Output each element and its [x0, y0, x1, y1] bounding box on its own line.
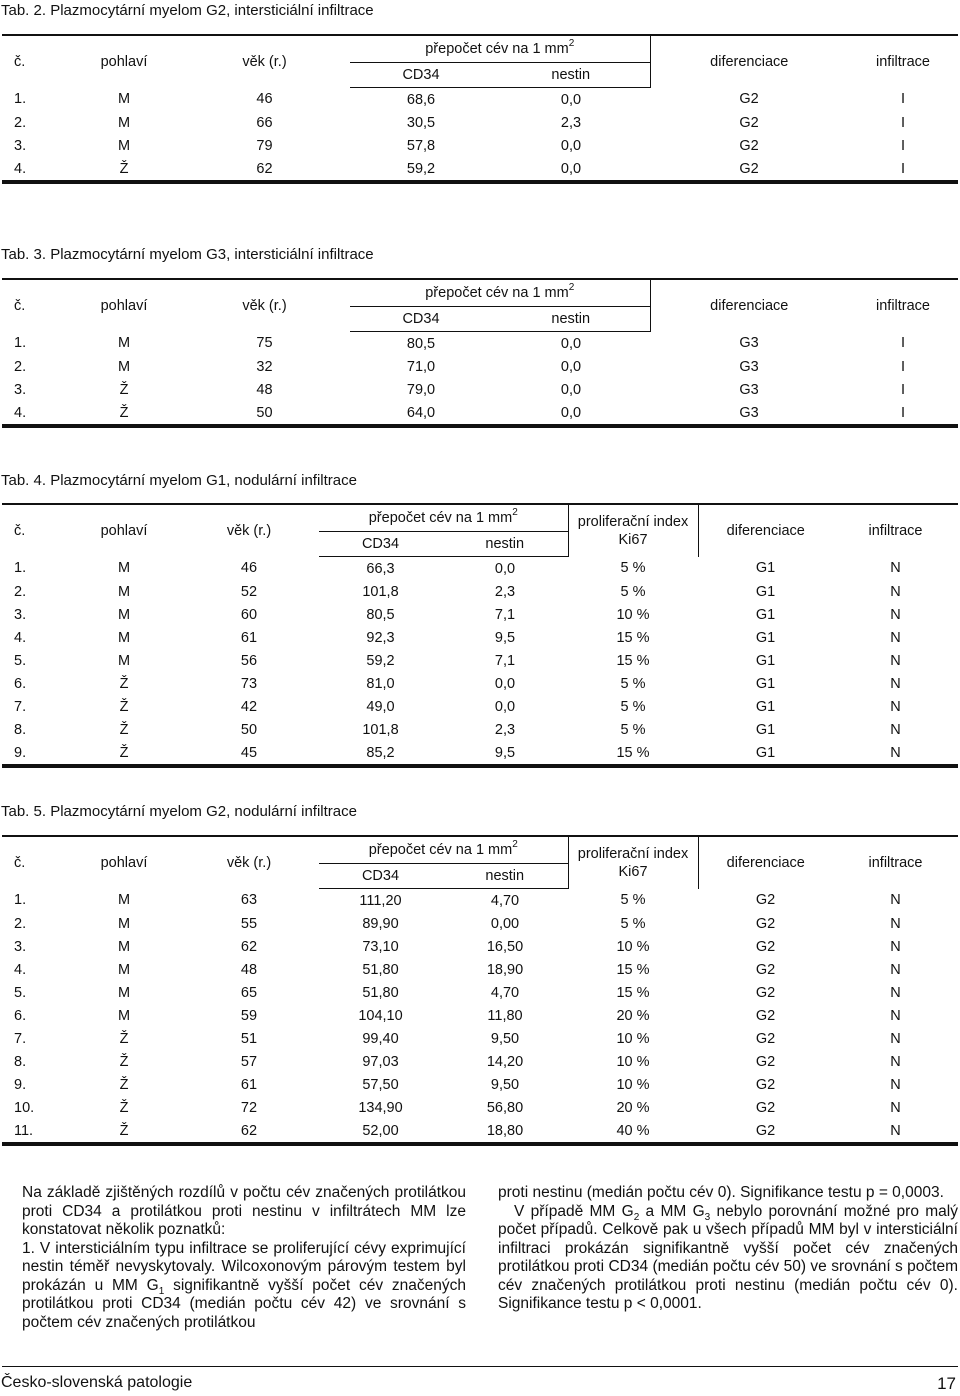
text-column-right	[498, 1184, 958, 1314]
table-cell: 10 %	[616, 606, 650, 623]
table-cell: 32	[256, 358, 273, 375]
table-cell: 0,0	[560, 91, 582, 108]
table-cell: 15 %	[616, 744, 650, 761]
table-cell: 73	[240, 675, 258, 692]
table-row	[2, 603, 958, 626]
header-cd34: CD34	[350, 63, 492, 88]
table-cell: M	[117, 629, 131, 646]
table-cell: 10 %	[616, 1076, 650, 1093]
table-cell: 5 %	[620, 675, 646, 692]
footer-divider	[2, 1366, 958, 1367]
header-cd34: CD34	[319, 532, 442, 557]
table-cell: 15 %	[616, 652, 650, 669]
table-cell: 18,80	[486, 1122, 524, 1139]
table-cell: M	[117, 583, 131, 600]
table-cell: 9,50	[490, 1076, 520, 1093]
table-cell: 101,8	[362, 583, 399, 600]
table-cell: 99,40	[362, 1030, 399, 1047]
table-cell: G3	[739, 358, 759, 375]
table-cell: 9.	[14, 1076, 27, 1093]
table-cell: 55	[240, 915, 258, 932]
table-cell: N	[890, 1030, 901, 1047]
paragraph: V případě MM $G_2$ a MM $G_3$ nebylo porovnání možné pro malý počet případů. Celkově pak u všech případů MM byl v intersticiální infiltraci prokázán signifikantně vyšší počet cév značených protilátkou proti CD34 (medián počtu cév 50) ve srovnání s počtem cév značených protilátkou proti nestinu (medián počtu cév 0). Signifikance testu p < 0,0001.	[498, 1202, 958, 1312]
table-cell: 10 %	[616, 1030, 650, 1047]
table-cell: M	[117, 892, 131, 909]
table-cell: N	[890, 698, 901, 715]
header-vessels: přepočet cév na 1 $mm^2$	[350, 36, 650, 63]
table-cell: 7.	[14, 1030, 27, 1047]
table-cell: 46	[256, 91, 273, 108]
table-cell: 5 %	[620, 892, 646, 909]
table-cell: N	[890, 744, 901, 761]
table-row	[2, 672, 958, 695]
table3-caption: Tab. 3. Plazmocytární myelom G3, intersticiální infiltrace	[1, 246, 374, 263]
header-sex: pohlaví	[100, 522, 148, 539]
table-cell: G2	[739, 160, 759, 177]
table-cell: M	[117, 961, 131, 978]
table-cell: I	[900, 114, 906, 131]
table-cell: 9,50	[490, 1030, 520, 1047]
table-row	[2, 134, 958, 157]
table-cell: N	[890, 652, 901, 669]
table-cell: N	[890, 629, 901, 646]
table-cell: 60	[240, 606, 258, 623]
header-cd34: CD34	[319, 864, 442, 889]
paragraph: Na základě zjištěných rozdílů v počtu cév značených protilátkou proti CD34 a protilátkou proti nestinu v infiltrátech MM lze konstatovat několik poznatků:	[22, 1184, 466, 1238]
table-row	[2, 1004, 958, 1027]
table-cell: I	[900, 404, 906, 421]
table-row	[2, 889, 958, 913]
table-cell: 59,2	[406, 160, 436, 177]
table-cell: M	[117, 114, 131, 131]
table-cell: 56,80	[486, 1099, 524, 1116]
header-differentiation: diferenciace	[650, 280, 848, 332]
table-cell: 7,1	[494, 652, 516, 669]
table-cell: 61	[240, 629, 258, 646]
table-cell: I	[900, 160, 906, 177]
table-cell: 62	[256, 160, 273, 177]
table-cell: Ž	[119, 744, 129, 761]
table-cell: N	[890, 892, 901, 909]
table-row	[2, 649, 958, 672]
table-cell: 10 %	[616, 1053, 650, 1070]
table-cell: 52	[240, 583, 258, 600]
table-cell: 50	[240, 721, 258, 738]
table-cell: N	[890, 984, 901, 1001]
table-row	[2, 111, 958, 134]
table-cell: 5 %	[620, 698, 646, 715]
table-cell: 2,3	[560, 114, 582, 131]
table-row	[2, 626, 958, 649]
table-cell: 5 %	[620, 721, 646, 738]
header-age: věk (r.)	[226, 854, 272, 871]
table-row	[2, 718, 958, 741]
header-differentiation: diferenciace	[650, 36, 848, 88]
header-cd34: CD34	[350, 307, 492, 332]
table-row	[2, 1119, 958, 1142]
table-row	[2, 378, 958, 401]
table-cell: 57,8	[406, 137, 436, 154]
table-cell: M	[117, 358, 131, 375]
table-cell: 56	[240, 652, 258, 669]
table-cell: 6.	[14, 675, 27, 692]
table-cell: 0,0	[560, 381, 582, 398]
table-cell: 0,0	[560, 137, 582, 154]
table-cell: 5 %	[620, 583, 646, 600]
header-number: č.	[14, 522, 26, 539]
table-cell: G2	[739, 114, 759, 131]
table-cell: 15 %	[616, 629, 650, 646]
table-cell: 104,10	[358, 1007, 403, 1024]
table-cell: G2	[755, 1053, 776, 1070]
table-cell: G2	[739, 137, 759, 154]
table-row	[2, 1096, 958, 1119]
table-cell: 75	[256, 335, 273, 352]
table-cell: 2.	[14, 358, 27, 375]
table-cell: M	[117, 915, 131, 932]
table-cell: 1.	[14, 91, 27, 108]
table-cell: Ž	[119, 404, 129, 421]
table-cell: G1	[755, 560, 776, 577]
table-cell: 8.	[14, 1053, 27, 1070]
table-cell: I	[900, 91, 906, 108]
table-cell: G2	[755, 1099, 776, 1116]
table-cell: 10.	[14, 1099, 35, 1116]
header-infiltration: infiltrace	[868, 854, 923, 871]
table-cell: G1	[755, 652, 776, 669]
table-cell: 46	[240, 560, 258, 577]
table-cell: M	[117, 1007, 131, 1024]
table-cell: 73,10	[362, 938, 399, 955]
table-row	[2, 355, 958, 378]
table-cell: I	[900, 137, 906, 154]
table-cell: 80,5	[406, 335, 436, 352]
table-cell: Ž	[119, 1053, 129, 1070]
table-cell: 79	[256, 137, 273, 154]
table-cell: G2	[755, 1030, 776, 1047]
table-cell: G1	[755, 606, 776, 623]
table-cell: 0,0	[560, 335, 582, 352]
table-cell: 65	[240, 984, 258, 1001]
table4	[2, 503, 958, 768]
table-cell: 5.	[14, 984, 27, 1001]
table-cell: 57	[240, 1053, 258, 1070]
table-cell: I	[900, 335, 906, 352]
table-cell: 1.	[14, 335, 27, 352]
table-cell: Ž	[119, 1099, 129, 1116]
table-cell: 15 %	[616, 984, 650, 1001]
table-cell: N	[890, 1099, 901, 1116]
table-cell: 59,2	[366, 652, 395, 669]
table-cell: 48	[256, 381, 273, 398]
table-cell: 49,0	[366, 698, 395, 715]
table-cell: G2	[755, 1122, 776, 1139]
table-cell: 68,6	[406, 91, 436, 108]
table-cell: 30,5	[406, 114, 436, 131]
table-cell: 40 %	[616, 1122, 650, 1139]
table-cell: 9,5	[494, 629, 516, 646]
header-nestin: nestin	[492, 63, 650, 88]
paragraph: proti nestinu (medián počtu cév 0). Signifikance testu p = 0,0003.	[498, 1184, 944, 1201]
table-cell: N	[890, 675, 901, 692]
header-sex: pohlaví	[100, 854, 148, 871]
table-cell: I	[900, 381, 906, 398]
table-row	[2, 88, 958, 112]
table-cell: G3	[739, 404, 759, 421]
table-cell: 20 %	[616, 1099, 650, 1116]
table-cell: G1	[755, 675, 776, 692]
table-cell: 0,0	[494, 698, 516, 715]
table-cell: 71,0	[406, 358, 436, 375]
table-cell: G2	[755, 1007, 776, 1024]
table-cell: G1	[755, 744, 776, 761]
table-cell: 101,8	[362, 721, 399, 738]
table-cell: 63	[240, 892, 258, 909]
table-cell: N	[890, 583, 901, 600]
table-cell: 0,0	[560, 358, 582, 375]
table-cell: 51	[240, 1030, 258, 1047]
table-row	[2, 557, 958, 581]
table-cell: 14,20	[486, 1053, 524, 1070]
table-cell: 3.	[14, 381, 27, 398]
table-cell: 6.	[14, 1007, 27, 1024]
table-cell: G1	[755, 629, 776, 646]
header-number: č.	[14, 854, 26, 871]
table-cell: 72	[240, 1099, 258, 1116]
table3	[2, 278, 958, 428]
table-cell: 51,80	[362, 984, 399, 1001]
table-row	[2, 332, 958, 356]
header-number: č.	[14, 53, 26, 70]
table2	[2, 34, 958, 184]
table-cell: 2,3	[494, 721, 516, 738]
table-row	[2, 741, 958, 764]
table-cell: Ž	[119, 160, 129, 177]
table-cell: 8.	[14, 721, 27, 738]
table-cell: 7.	[14, 698, 27, 715]
table-cell: 2.	[14, 114, 27, 131]
table-row	[2, 401, 958, 424]
table-cell: G2	[755, 892, 776, 909]
table-cell: Ž	[119, 721, 129, 738]
header-number: č.	[14, 297, 26, 314]
table-cell: Ž	[119, 1076, 129, 1093]
table-cell: N	[890, 1122, 901, 1139]
table5	[2, 835, 958, 1146]
table4-caption: Tab. 4. Plazmocytární myelom G1, nodulární infiltrace	[1, 472, 357, 489]
table-cell: Ž	[119, 698, 129, 715]
table-cell: 80,5	[366, 606, 395, 623]
table-cell: 4.	[14, 160, 27, 177]
table-cell: 66,3	[366, 560, 395, 577]
table-cell: G2	[755, 961, 776, 978]
table-cell: 59	[240, 1007, 258, 1024]
table-cell: 4,70	[490, 984, 520, 1001]
table-cell: 1.	[14, 560, 27, 577]
table-cell: N	[890, 938, 901, 955]
table-cell: 66	[256, 114, 273, 131]
table-cell: 79,0	[406, 381, 436, 398]
text-column-left	[22, 1184, 466, 1332]
table-cell: N	[890, 606, 901, 623]
header-infiltration: infiltrace	[876, 297, 930, 314]
table-cell: 62	[240, 938, 258, 955]
table-cell: 3.	[14, 938, 27, 955]
header-sex: pohlaví	[100, 297, 148, 314]
table-cell: Ž	[119, 675, 129, 692]
header-age: věk (r.)	[242, 53, 287, 70]
table-cell: 18,90	[486, 961, 524, 978]
header-nestin: nestin	[492, 307, 650, 332]
table-cell: 15 %	[616, 961, 650, 978]
table-cell: 62	[240, 1122, 258, 1139]
table-cell: 11.	[14, 1122, 34, 1139]
table-cell: 9.	[14, 744, 27, 761]
table-row	[2, 1027, 958, 1050]
table-cell: 2.	[14, 915, 27, 932]
table-cell: 85,2	[366, 744, 395, 761]
table-cell: 11,80	[487, 1007, 523, 1024]
table-row	[2, 1050, 958, 1073]
table-row	[2, 1073, 958, 1096]
table-cell: 64,0	[406, 404, 436, 421]
table-cell: N	[890, 1053, 901, 1070]
table-cell: 0,00	[490, 915, 520, 932]
table-cell: N	[890, 1076, 901, 1093]
header-infiltration: infiltrace	[868, 522, 923, 539]
table-cell: 4,70	[490, 892, 520, 909]
table-cell: 4.	[14, 961, 27, 978]
table-cell: 1.	[14, 892, 27, 909]
table-cell: G1	[755, 583, 776, 600]
table-cell: G3	[739, 381, 759, 398]
table-cell: 51,80	[362, 961, 399, 978]
table-row	[2, 157, 958, 180]
header-vessels: přepočet cév na 1 $mm^2$	[319, 837, 568, 864]
table-row	[2, 958, 958, 981]
table2-caption: Tab. 2. Plazmocytární myelom G2, intersticiální infiltrace	[1, 2, 374, 19]
table-cell: 42	[240, 698, 258, 715]
table-cell: 92,3	[366, 629, 395, 646]
table-cell: 61	[240, 1076, 258, 1093]
table-cell: N	[890, 915, 901, 932]
table-row	[2, 935, 958, 958]
table-cell: 111,20	[359, 892, 402, 909]
table-cell: 10 %	[616, 938, 650, 955]
header-nestin: nestin	[442, 532, 568, 557]
table-cell: 52,00	[362, 1122, 399, 1139]
table-cell: 16,50	[486, 938, 524, 955]
table-cell: M	[117, 938, 131, 955]
table-cell: 4.	[14, 404, 27, 421]
header-differentiation: diferenciace	[726, 854, 805, 871]
table5-caption: Tab. 5. Plazmocytární myelom G2, nodulární infiltrace	[1, 803, 357, 820]
table-cell: 4.	[14, 629, 27, 646]
table-cell: 50	[256, 404, 273, 421]
table-cell: M	[117, 91, 131, 108]
table-cell: I	[900, 358, 906, 375]
table-cell: 81,0	[366, 675, 395, 692]
table-cell: 97,03	[362, 1053, 399, 1070]
page-number: 17	[937, 1374, 956, 1393]
table-cell: 5 %	[620, 915, 646, 932]
table-cell: Ž	[119, 381, 129, 398]
table-cell: 134,90	[358, 1099, 403, 1116]
table-cell: G2	[755, 915, 776, 932]
header-proliferation-index: proliferační index Ki67	[568, 505, 698, 557]
table-cell: 0,0	[494, 675, 516, 692]
table-cell: G2	[755, 1076, 776, 1093]
table-cell: M	[117, 652, 131, 669]
table-cell: 5 %	[620, 560, 646, 577]
table-cell: G1	[755, 721, 776, 738]
table-cell: 45	[240, 744, 258, 761]
table-cell: 0,0	[560, 160, 582, 177]
table-cell: G3	[739, 335, 759, 352]
table-row	[2, 981, 958, 1004]
table-cell: G2	[739, 91, 759, 108]
table-cell: N	[890, 721, 901, 738]
table-cell: 3.	[14, 137, 27, 154]
table-cell: 2.	[14, 583, 27, 600]
header-vessels: přepočet cév na 1 $mm^2$	[350, 280, 650, 307]
table-row	[2, 695, 958, 718]
table-cell: 9,5	[494, 744, 516, 761]
header-proliferation-index: proliferační index Ki67	[568, 837, 698, 889]
table-cell: G2	[755, 984, 776, 1001]
table-cell: N	[890, 961, 901, 978]
table-cell: M	[117, 984, 131, 1001]
header-age: věk (r.)	[226, 522, 272, 539]
header-sex: pohlaví	[100, 53, 148, 70]
header-infiltration: infiltrace	[876, 53, 930, 70]
table-cell: 57,50	[362, 1076, 399, 1093]
table-cell: M	[117, 335, 131, 352]
table-cell: N	[890, 1007, 901, 1024]
header-vessels: přepočet cév na 1 $mm^2$	[319, 505, 568, 532]
table-cell: 0,0	[560, 404, 582, 421]
table-row	[2, 580, 958, 603]
table-cell: M	[117, 560, 131, 577]
header-age: věk (r.)	[242, 297, 287, 314]
table-cell: Ž	[119, 1122, 129, 1139]
table-cell: 2,3	[494, 583, 516, 600]
table-cell: M	[117, 606, 131, 623]
table-cell: 3.	[14, 606, 27, 623]
table-cell: 89,90	[362, 915, 399, 932]
table-cell: G2	[755, 938, 776, 955]
table-cell: M	[117, 137, 131, 154]
header-nestin: nestin	[442, 864, 568, 889]
header-differentiation: diferenciace	[726, 522, 805, 539]
table-cell: G1	[755, 698, 776, 715]
table-row	[2, 912, 958, 935]
table-cell: 5.	[14, 652, 27, 669]
paragraph: 1. V intersticiálním typu infiltrace se proliferující cévy exprimující nestin téměř nevyskytovaly. Wilcoxonovým párovým testem byl prokázán u MM $G_1$ signifikantně vyšší počet cév značených protilátkou proti CD34 (medián počtu cév 42) ve srovnání s počtem cév značených protilátkou	[22, 1239, 466, 1331]
table-cell: 7,1	[494, 606, 516, 623]
table-cell: 48	[240, 961, 258, 978]
table-cell: 20 %	[616, 1007, 650, 1024]
table-cell: Ž	[119, 1030, 129, 1047]
journal-name: Česko-slovenská patologie	[1, 1374, 193, 1391]
table-cell: 0,0	[494, 560, 516, 577]
table-cell: N	[890, 560, 901, 577]
